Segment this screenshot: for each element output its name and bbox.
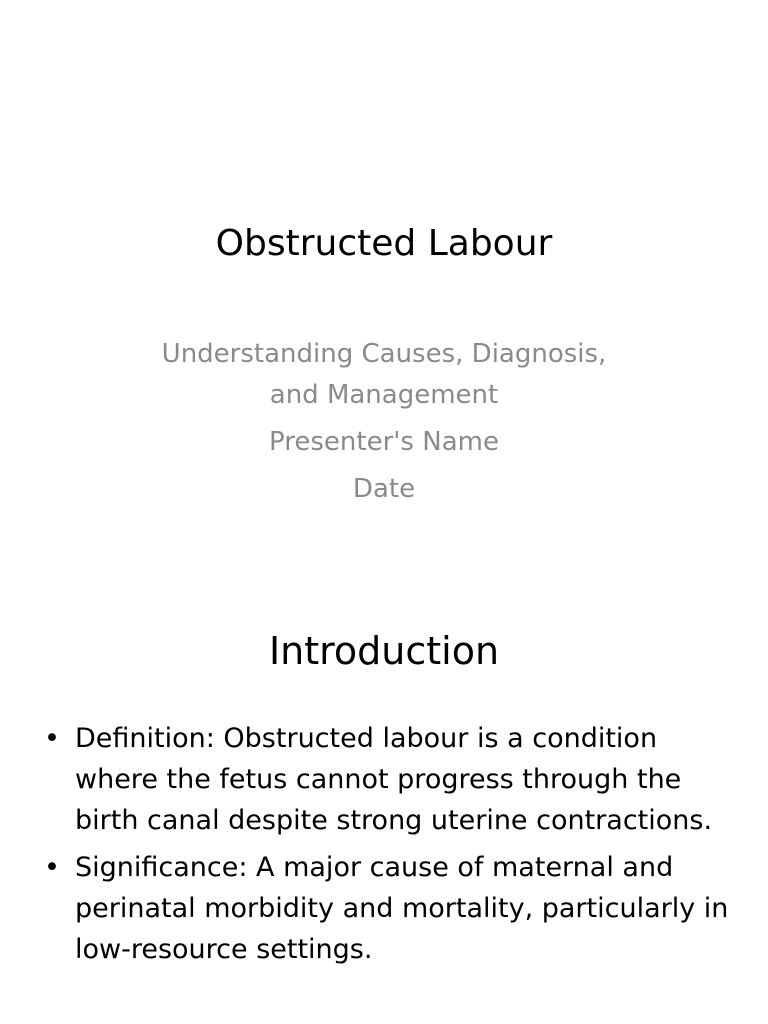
presenter-name: Presenter's Name bbox=[269, 427, 499, 457]
introduction-slide bbox=[0, 576, 768, 1024]
bullet-text-definition: Definition: Obstructed labour is a condition where the fetus cannot progress through the birth canal despite strong uterine contractions. bbox=[75, 723, 713, 836]
bullet-item bbox=[40, 847, 730, 970]
subtitle-block bbox=[140, 334, 628, 510]
bullet-item bbox=[40, 718, 730, 841]
slide-title: Obstructed Labour bbox=[215, 223, 553, 264]
bullet-text-significance: Significance: A major cause of maternal and perinatal morbidity and mortality, particularly in low-resource settings. bbox=[75, 852, 729, 965]
bullet-dot-icon: • bbox=[44, 852, 60, 883]
bullet-list bbox=[40, 718, 730, 976]
slide-title: Introduction bbox=[268, 629, 500, 673]
bullet-dot-icon: • bbox=[44, 723, 60, 754]
presentation-date: Date bbox=[352, 474, 416, 504]
subtitle-tagline: Understanding Causes, Diagnosis, and Management bbox=[161, 339, 607, 410]
